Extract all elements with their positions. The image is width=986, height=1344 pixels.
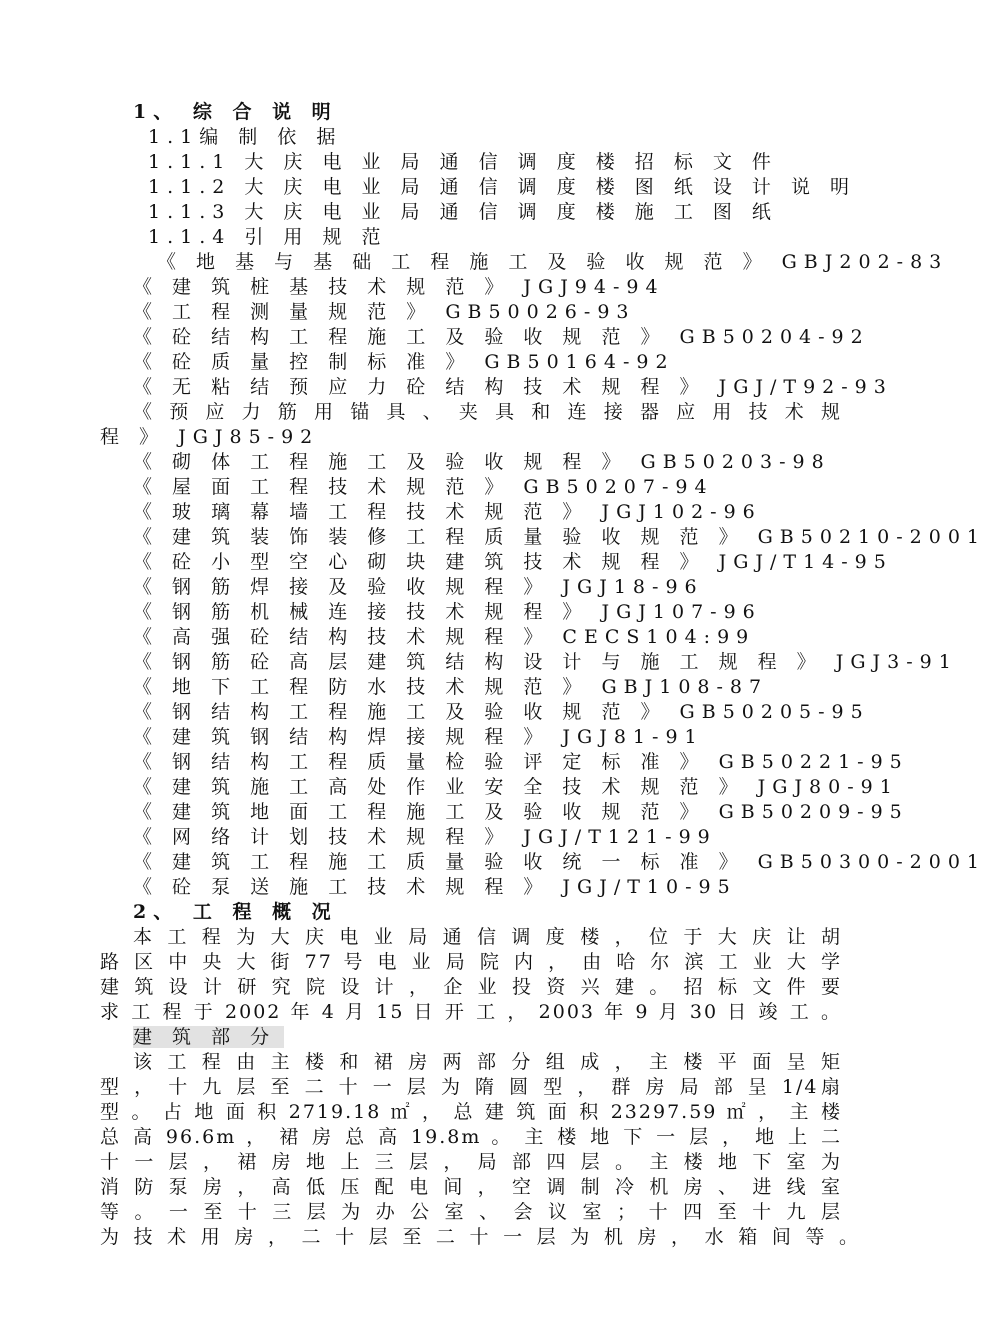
standard-item: 《 建 筑 施 工 高 处 作 业 安 全 技 术 规 范 》 JGJ80-91 bbox=[133, 776, 899, 798]
standard-item: 《 建 筑 工 程 施 工 质 量 验 收 统 一 标 准 》 GB50300-2001 bbox=[133, 851, 986, 873]
architecture-paragraph-line: 型 。 占 地 面 积 2719.18 ㎡ ， 总 建 筑 面 积 23297.59 ㎡ ， 主 楼 bbox=[100, 1101, 842, 1123]
section-label-architecture bbox=[133, 1025, 284, 1049]
standard-item: 《 钢 筋 焊 接 及 验 收 规 程 》 JGJ18-96 bbox=[133, 576, 704, 598]
overview-paragraph-line: 本 工 程 为 大 庆 电 业 局 通 信 调 度 楼 ， 位 于 大 庆 让 胡 bbox=[133, 926, 842, 948]
standard-item: 《 玻 璃 幕 墙 工 程 技 术 规 范 》 JGJ102-96 bbox=[133, 501, 762, 523]
heading-project-overview: 2、 工 程 概 况 bbox=[133, 901, 338, 923]
standard-item-continued: 程 》 JGJ85-92 bbox=[100, 426, 320, 448]
standard-item: 《 钢 结 构 工 程 质 量 检 验 评 定 标 准 》 GB50221-95 bbox=[133, 751, 909, 773]
standard-item: 《 无 粘 结 预 应 力 砼 结 构 技 术 规 程 》 JGJ/T92-93 bbox=[133, 376, 893, 398]
standard-item: 《 砼 质 量 控 制 标 准 》 GB50164-92 bbox=[133, 351, 675, 373]
standard-item: 《 建 筑 装 饰 装 修 工 程 质 量 验 收 规 范 》 GB50210-2001 bbox=[133, 526, 986, 548]
standard-item: 《 钢 结 构 工 程 施 工 及 验 收 规 范 》 GB50205-95 bbox=[133, 701, 870, 723]
standard-item: 《 建 筑 桩 基 技 术 规 范 》 JGJ94-94 bbox=[133, 276, 665, 298]
standard-item: 《 砼 结 构 工 程 施 工 及 验 收 规 范 》 GB50204-92 bbox=[133, 326, 870, 348]
standard-item: 《 网 络 计 划 技 术 规 程 》 JGJ/T121-99 bbox=[133, 826, 717, 848]
basis-item: 1.1.2 大 庆 电 业 局 通 信 调 度 楼 图 纸 设 计 说 明 bbox=[148, 176, 856, 198]
overview-paragraph-line: 求 工 程 于 2002 年 4 月 15 日 开 工 ， 2003 年 9 月 30 日 竣 工 。 bbox=[100, 1001, 842, 1023]
basis-item: 1.1.4 引 用 规 范 bbox=[148, 226, 388, 248]
standard-item: 《 建 筑 地 面 工 程 施 工 及 验 收 规 范 》 GB50209-95 bbox=[133, 801, 909, 823]
standard-item: 《 砼 小 型 空 心 砌 块 建 筑 技 术 规 程 》 JGJ/T14-95 bbox=[133, 551, 893, 573]
standard-item: 《 地 基 与 基 础 工 程 施 工 及 验 收 规 范 》 GBJ202-83 bbox=[157, 251, 949, 273]
basis-item: 1.1.3 大 庆 电 业 局 通 信 调 度 楼 施 工 图 纸 bbox=[148, 201, 778, 223]
overview-paragraph-line: 建 筑 设 计 研 究 院 设 计 ， 企 业 投 资 兴 建 。 招 标 文 件 要 bbox=[100, 976, 842, 998]
standard-item: 《 预 应 力 筋 用 锚 具 、 夹 具 和 连 接 器 应 用 技 术 规 bbox=[133, 401, 842, 423]
overview-paragraph-line: 路 区 中 央 大 街 77 号 电 业 局 院 内 ， 由 哈 尔 滨 工 业 大 学 bbox=[100, 951, 842, 973]
standard-item: 《 钢 筋 机 械 连 接 技 术 规 程 》 JGJ107-96 bbox=[133, 601, 762, 623]
standard-item: 《 高 强 砼 结 构 技 术 规 程 》 CECS104:99 bbox=[133, 626, 756, 648]
architecture-paragraph-line: 等 。 一 至 十 三 层 为 办 公 室 、 会 议 室 ； 十 四 至 十 九 层 bbox=[100, 1201, 842, 1223]
standard-item: 《 钢 筋 砼 高 层 建 筑 结 构 设 计 与 施 工 规 程 》 JGJ3-91 bbox=[133, 651, 958, 673]
standard-item: 《 工 程 测 量 规 范 》 GB50026-93 bbox=[133, 301, 636, 323]
architecture-paragraph-line: 总 高 96.6m ， 裙 房 总 高 19.8m 。 主 楼 地 下 一 层 ， 地 上 二 bbox=[100, 1126, 842, 1148]
highlighted-label: 建 筑 部 分 bbox=[133, 1026, 284, 1048]
heading-general-description: 1、 综 合 说 明 bbox=[133, 101, 338, 123]
standard-item: 《 地 下 工 程 防 水 技 术 规 范 》 GBJ108-87 bbox=[133, 676, 769, 698]
architecture-paragraph-line: 消 防 泵 房 ， 高 低 压 配 电 间 ， 空 调 制 冷 机 房 、 进 线 室 bbox=[100, 1176, 842, 1198]
subheading-basis: 1.1编 制 依 据 bbox=[148, 126, 343, 148]
standard-item: 《 砼 泵 送 施 工 技 术 规 程 》 JGJ/T10-95 bbox=[133, 876, 737, 898]
architecture-paragraph-line: 十 一 层 ， 裙 房 地 上 三 层 ， 局 部 四 层 。 主 楼 地 下 室 为 bbox=[100, 1151, 842, 1173]
standard-item: 《 建 筑 钢 结 构 焊 接 规 程 》 JGJ81-91 bbox=[133, 726, 704, 748]
basis-item: 1.1.1 大 庆 电 业 局 通 信 调 度 楼 招 标 文 件 bbox=[148, 151, 778, 173]
standard-item: 《 砌 体 工 程 施 工 及 验 收 规 程 》 GB50203-98 bbox=[133, 451, 831, 473]
architecture-paragraph-line: 型 ， 十 九 层 至 二 十 一 层 为 隋 圆 型 ， 群 房 局 部 呈 1/4扇 bbox=[100, 1076, 842, 1098]
standard-item: 《 屋 面 工 程 技 术 规 范 》 GB50207-94 bbox=[133, 476, 714, 498]
architecture-paragraph-line: 为 技 术 用 房 ， 二 十 层 至 二 十 一 层 为 机 房 ， 水 箱 间 等 。 bbox=[100, 1226, 860, 1248]
architecture-paragraph-line: 该 工 程 由 主 楼 和 裙 房 两 部 分 组 成 ， 主 楼 平 面 呈 矩 bbox=[133, 1051, 842, 1073]
